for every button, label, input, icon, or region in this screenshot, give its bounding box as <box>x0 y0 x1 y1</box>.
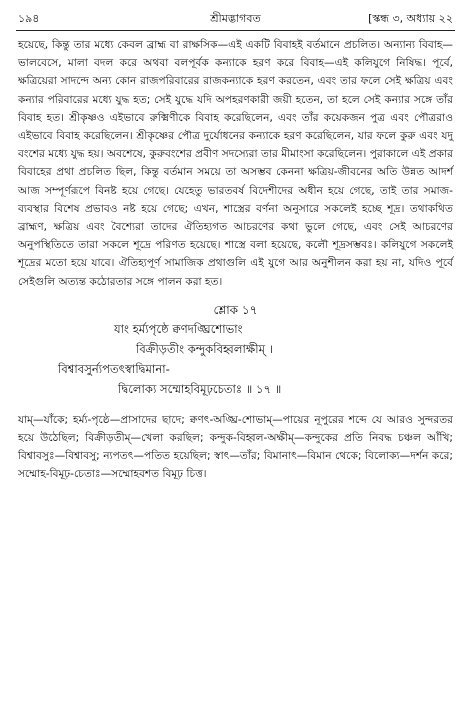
header-rule <box>16 30 455 31</box>
page-body <box>18 36 453 483</box>
verse-text <box>18 319 453 399</box>
verse-line-1: যাং হর্ম্যপৃষ্ঠে ক্বণদঙ্ঘ্রিশোভাং <box>114 321 243 336</box>
verse-line-3: বিশ্বাবসুর্ন্যপতৎস্বাদ্বিমানা- <box>58 361 170 376</box>
word-synonyms: যাম্—যাঁকে; হর্ম্য-পৃষ্ঠে—প্রাসাদের ছাদে; ক্বণৎ-অঙ্ঘ্রি-শোভাম্—পায়ের নূপুরের শব্দে যে আরও সুন্দরতর হয়ে উঠেছিল; বিক্রীড়তীম্—খেলা করছিল; কন্দুক-বিহ্বল-অক্ষীম্—কন্দুকের প্রতি নিবদ্ধ চঞ্চল আঁখি; বিশ্বাবসুঃ—বিশ্বাবসু; ন্যপতৎ—পতিত হয়েছিল; স্বাৎ—তাঁর; বিমানাৎ—বিমান থেকে; বিলোক্য—দর্শন করে; সম্মোহ-বিমূঢ়-চেতাঃ—সম্মোহবশত বিমূঢ় চিত্ত। <box>18 413 453 480</box>
purport-section <box>18 36 453 291</box>
page-header <box>18 10 453 28</box>
section-reference: [স্কন্ধ ৩, অধ্যায় ২২ <box>368 12 453 25</box>
verse-line-4: দ্বিলোক্য সম্মোহবিমূঢ়চেতাঃ ॥ ১৭ ॥ <box>118 381 282 396</box>
verse-line-2: বিক্রীড়তীং কন্দুকবিহ্বলাক্ষীম্ । <box>136 341 273 356</box>
page-number: ১৯৪ <box>18 12 40 25</box>
book-title: শ্রীমদ্ভাগবত <box>210 12 261 25</box>
purport-paragraph: হয়েছে, কিন্তু তার মধ্যে কেবল ব্রাহ্ম বা রাক্ষসিক—এই একটি বিবাহই বর্তমানে প্রচলিত। অন্যান্য বিবাহ—ভালবেসে, মালা বদল করে অথবা বলপূর্বক কন্যাকে হরণ করে বিবাহ—এই কলিযুগে নিষিদ্ধ। পূর্বে, ক্ষত্রিয়েরা সাদন্দে অন্য কোন রাজপরিবারের রাজকন্যাকে হরণ করতেন, এবং তার ফলে সেই ক্ষত্রিয় এবং কন্যার পরিবারের মধ্যে যুদ্ধ হত; সেই যুদ্ধে যদি অপহরণকারী জয়ী হতেন, তা হলে সেই কন্যার সঙ্গে তাঁর বিবাহ হত। শ্রীকৃষ্ণও এইভাবে রুক্মিণীকে বিবাহ করেছিলেন, এবং তাঁর কয়েকজন পুত্র এবং পৌত্ররাও এইভাবে বিবাহ করেছিলেন। শ্রীকৃষ্ণের পৌত্র দুর্যোধনের কন্যাকে হরণ করেছিলেন, যার ফলে কুরু এবং যদু বংশের মধ্যে যুদ্ধ হয়। অবশেষে, কুরুবংশের প্রবীণ সদস্যেরা তার মীমাংসা করেছিলেন। পুরাকালে এই প্রকার বিবাহের প্রথা প্রচলিত ছিল, কিন্তু বর্তমান সময়ে তা অসম্ভব কেননা ক্ষত্রিয়-জীবনের অতি উন্নত আদর্শ আজ সম্পূর্ণরূপে বিনষ্ট হয়ে গেছে। যেহেতু ভারতবর্ষ বিদেশীদের অধীন হয়ে গেছে, তাই তার সমাজ-ব্যবস্থার বিশেষ প্রভাবও নষ্ট হয়ে গেছে; এখন, শাস্ত্রের বর্ণনা অনুসারে সকলেই হচ্ছে শূদ্র। তথাকথিত ব্রাহ্মণ, ক্ষত্রিয় এবং বৈশ্যেরা তাদের ঐতিহ্যগত আচরণের কথা ভুলে গেছে, এবং সেই আচরণের অনুপস্থিতিতে তারা সকলে শূদ্রে পরিণত হয়েছে। শাস্ত্রে বলা হয়েছে, কলৌ শূদ্রসম্ভবঃ। কলিযুগে সকলেই শূদ্রের মতো হয়ে যাবে। ঐতিহ্যপূর্ণ সামাজিক প্রথাগুলি এই যুগে আর অনুশীলন করা হয় না, যদিও পূর্বে সেইগুলি অত্যন্ত কঠোরতার সঙ্গে পালন করা হত। <box>18 39 453 288</box>
verse-label: শ্লোক ১৭ <box>213 302 258 317</box>
